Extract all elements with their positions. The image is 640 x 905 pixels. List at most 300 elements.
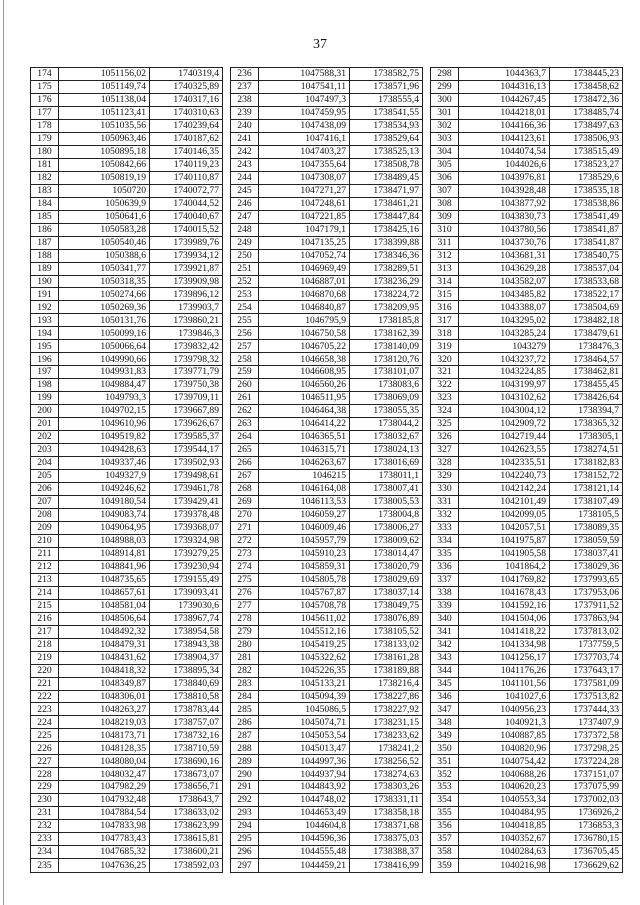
point-number-cell: 190 (31, 275, 59, 288)
y-coordinate-cell: 1740072,77 (150, 184, 223, 197)
x-coordinate-cell: 1040921,3 (459, 716, 550, 729)
x-coordinate-cell: 1042240,73 (459, 470, 550, 483)
y-coordinate-cell: 1738305,1 (550, 431, 623, 444)
y-coordinate-cell: 1737993,65 (550, 573, 623, 586)
y-coordinate-cell: 1738895,34 (150, 664, 223, 677)
x-coordinate-cell: 1044604,8 (259, 820, 350, 833)
y-coordinate-cell: 1738504,69 (550, 301, 623, 314)
x-coordinate-cell: 1042335,51 (459, 457, 550, 470)
coordinate-table-right (430, 67, 623, 873)
table-row (31, 158, 223, 171)
x-coordinate-cell: 1043485,82 (459, 288, 550, 301)
table-row (231, 664, 423, 677)
table-row (431, 833, 623, 846)
table-row (31, 768, 223, 781)
table-row (231, 288, 423, 301)
y-coordinate-cell: 1737151,07 (550, 768, 623, 781)
x-coordinate-cell: 1047783,43 (59, 833, 150, 846)
x-coordinate-cell: 1048080,04 (59, 755, 150, 768)
table-row (431, 262, 623, 275)
y-coordinate-cell: 1738943,38 (150, 638, 223, 651)
y-coordinate-cell: 1738037,14 (350, 586, 423, 599)
x-coordinate-cell: 1048349,87 (59, 677, 150, 690)
table-row (231, 197, 423, 210)
table-row (31, 781, 223, 794)
x-coordinate-cell: 1045419,25 (259, 638, 350, 651)
point-number-cell: 185 (31, 210, 59, 223)
x-coordinate-cell: 1043629,28 (459, 262, 550, 275)
y-coordinate-cell: 1738783,44 (150, 703, 223, 716)
table-row (231, 80, 423, 93)
table-row (431, 184, 623, 197)
table-row (31, 106, 223, 119)
x-coordinate-cell: 1045013,47 (259, 742, 350, 755)
x-coordinate-cell: 1048735,65 (59, 573, 150, 586)
y-coordinate-cell: 1738582,75 (350, 68, 423, 81)
table-row (431, 470, 623, 483)
y-coordinate-cell: 1737581,09 (550, 677, 623, 690)
table-row (31, 599, 223, 612)
x-coordinate-cell: 1049246,62 (59, 483, 150, 496)
table-row (231, 132, 423, 145)
x-coordinate-cell: 1043388,07 (459, 301, 550, 314)
point-number-cell: 194 (31, 327, 59, 340)
y-coordinate-cell: 1738904,37 (150, 651, 223, 664)
point-number-cell: 347 (431, 703, 459, 716)
y-coordinate-cell: 1738388,37 (350, 846, 423, 859)
y-coordinate-cell: 1738461,21 (350, 197, 423, 210)
y-coordinate-cell: 1739030,6 (150, 599, 223, 612)
point-number-cell: 258 (231, 353, 259, 366)
y-coordinate-cell: 1738032,67 (350, 431, 423, 444)
point-number-cell: 205 (31, 470, 59, 483)
table-row (431, 508, 623, 521)
x-coordinate-cell: 1049610,96 (59, 418, 150, 431)
x-coordinate-cell: 1040956,23 (459, 703, 550, 716)
y-coordinate-cell: 1737298,25 (550, 742, 623, 755)
table-row (231, 301, 423, 314)
x-coordinate-cell: 1046059,27 (259, 508, 350, 521)
point-number-cell: 291 (231, 781, 259, 794)
x-coordinate-cell: 1048128,35 (59, 742, 150, 755)
table-row (431, 145, 623, 158)
x-coordinate-cell: 1046560,26 (259, 379, 350, 392)
x-coordinate-cell: 1046969,49 (259, 262, 350, 275)
point-number-cell: 225 (31, 729, 59, 742)
table-row (431, 158, 623, 171)
point-number-cell: 227 (31, 755, 59, 768)
y-coordinate-cell: 1738541,49 (550, 210, 623, 223)
x-coordinate-cell: 1047685,32 (59, 846, 150, 859)
y-coordinate-cell: 1738365,32 (550, 418, 623, 431)
point-number-cell: 200 (31, 405, 59, 418)
point-number-cell: 310 (431, 223, 459, 236)
x-coordinate-cell: 1049327,9 (59, 470, 150, 483)
table-row (231, 379, 423, 392)
table-row (31, 184, 223, 197)
y-coordinate-cell: 1738121,14 (550, 483, 623, 496)
y-coordinate-cell: 1738161,28 (350, 651, 423, 664)
y-coordinate-cell: 1739989,76 (150, 236, 223, 249)
point-number-cell: 286 (231, 716, 259, 729)
point-number-cell: 263 (231, 418, 259, 431)
y-coordinate-cell: 1738236,29 (350, 275, 423, 288)
table-row (231, 508, 423, 521)
point-number-cell: 327 (431, 444, 459, 457)
x-coordinate-cell: 1047403,27 (259, 145, 350, 158)
point-number-cell: 298 (431, 68, 459, 81)
x-coordinate-cell: 1041334,98 (459, 638, 550, 651)
y-coordinate-cell: 1738541,55 (350, 106, 423, 119)
x-coordinate-cell: 1044166,36 (459, 119, 550, 132)
table-row (31, 716, 223, 729)
y-coordinate-cell: 1739461,78 (150, 483, 223, 496)
y-coordinate-cell: 1738024,13 (350, 444, 423, 457)
x-coordinate-cell: 1049180,54 (59, 495, 150, 508)
table-row (431, 625, 623, 638)
y-coordinate-cell: 1738555,4 (350, 93, 423, 106)
y-coordinate-cell: 1738076,89 (350, 612, 423, 625)
table-row (231, 742, 423, 755)
y-coordinate-cell: 1740239,64 (150, 119, 223, 132)
table-row (31, 93, 223, 106)
y-coordinate-cell: 1737075,99 (550, 781, 623, 794)
point-number-cell: 215 (31, 599, 59, 612)
y-coordinate-cell: 1740146,35 (150, 145, 223, 158)
x-coordinate-cell: 1045226,35 (259, 664, 350, 677)
x-coordinate-cell: 1041027,6 (459, 690, 550, 703)
point-number-cell: 296 (231, 846, 259, 859)
x-coordinate-cell: 1042909,72 (459, 418, 550, 431)
point-number-cell: 255 (231, 314, 259, 327)
table-row (431, 314, 623, 327)
point-number-cell: 240 (231, 119, 259, 132)
x-coordinate-cell: 1042057,51 (459, 521, 550, 534)
x-coordinate-cell: 1041864,2 (459, 560, 550, 573)
point-number-cell: 233 (31, 833, 59, 846)
x-coordinate-cell: 1051035,56 (59, 119, 150, 132)
table-row (31, 145, 223, 158)
y-coordinate-cell: 1738037,41 (550, 547, 623, 560)
x-coordinate-cell: 1040553,34 (459, 794, 550, 807)
point-number-cell: 193 (31, 314, 59, 327)
table-row (431, 690, 623, 703)
point-number-cell: 223 (31, 703, 59, 716)
table-row (31, 820, 223, 833)
x-coordinate-cell: 1049337,46 (59, 457, 150, 470)
table-row (31, 703, 223, 716)
table-row (431, 846, 623, 859)
table-row (431, 495, 623, 508)
y-coordinate-cell: 1737911,52 (550, 599, 623, 612)
point-number-cell: 174 (31, 68, 59, 81)
point-number-cell: 251 (231, 262, 259, 275)
point-number-cell: 179 (31, 132, 59, 145)
table-row (231, 638, 423, 651)
x-coordinate-cell: 1047271,27 (259, 184, 350, 197)
point-number-cell: 182 (31, 171, 59, 184)
point-number-cell: 196 (31, 353, 59, 366)
table-row (31, 288, 223, 301)
x-coordinate-cell: 1046870,68 (259, 288, 350, 301)
y-coordinate-cell: 1740119,23 (150, 158, 223, 171)
point-number-cell: 222 (31, 690, 59, 703)
table-row (431, 353, 623, 366)
point-number-cell: 350 (431, 742, 459, 755)
y-coordinate-cell: 1738472,36 (550, 93, 623, 106)
point-number-cell: 338 (431, 586, 459, 599)
point-number-cell: 186 (31, 223, 59, 236)
y-coordinate-cell: 1738541,87 (550, 223, 623, 236)
table-row (31, 80, 223, 93)
x-coordinate-cell: 1044997,36 (259, 755, 350, 768)
point-number-cell: 292 (231, 794, 259, 807)
y-coordinate-cell: 1738523,27 (550, 158, 623, 171)
table-row (31, 651, 223, 664)
table-row (31, 353, 223, 366)
y-coordinate-cell: 1738274,63 (350, 768, 423, 781)
x-coordinate-cell: 1047588,31 (259, 68, 350, 81)
table-row (431, 794, 623, 807)
x-coordinate-cell: 1046705,22 (259, 340, 350, 353)
point-number-cell: 285 (231, 703, 259, 716)
point-number-cell: 218 (31, 638, 59, 651)
coordinate-tables (30, 67, 623, 873)
table-row (431, 820, 623, 833)
x-coordinate-cell: 1046365,51 (259, 431, 350, 444)
point-number-cell: 281 (231, 651, 259, 664)
table-row (31, 521, 223, 534)
table-row (431, 599, 623, 612)
x-coordinate-cell: 1044459,21 (259, 859, 350, 873)
x-coordinate-cell: 1043237,72 (459, 353, 550, 366)
table-row (231, 716, 423, 729)
y-coordinate-cell: 1738515,49 (550, 145, 623, 158)
table-row (431, 68, 623, 81)
table-row (431, 327, 623, 340)
x-coordinate-cell: 1048988,03 (59, 534, 150, 547)
point-number-cell: 201 (31, 418, 59, 431)
y-coordinate-cell: 1738049,75 (350, 599, 423, 612)
x-coordinate-cell: 1043285,24 (459, 327, 550, 340)
table-row (31, 508, 223, 521)
table-row (31, 431, 223, 444)
point-number-cell: 260 (231, 379, 259, 392)
y-coordinate-cell: 1738471,97 (350, 184, 423, 197)
table-row (231, 353, 423, 366)
y-coordinate-cell: 1738044,2 (350, 418, 423, 431)
x-coordinate-cell: 1040352,67 (459, 833, 550, 846)
point-number-cell: 257 (231, 340, 259, 353)
point-number-cell: 175 (31, 80, 59, 93)
table-row (431, 249, 623, 262)
x-coordinate-cell: 1041975,87 (459, 534, 550, 547)
x-coordinate-cell: 1045611,02 (259, 612, 350, 625)
x-coordinate-cell: 1051123,41 (59, 106, 150, 119)
point-number-cell: 203 (31, 444, 59, 457)
table-row (431, 483, 623, 496)
point-number-cell: 239 (231, 106, 259, 119)
table-row (231, 392, 423, 405)
point-number-cell: 250 (231, 249, 259, 262)
point-number-cell: 209 (31, 521, 59, 534)
table-row (431, 379, 623, 392)
x-coordinate-cell: 1049884,47 (59, 379, 150, 392)
point-number-cell: 270 (231, 508, 259, 521)
x-coordinate-cell: 1043681,31 (459, 249, 550, 262)
x-coordinate-cell: 1049990,66 (59, 353, 150, 366)
point-number-cell: 331 (431, 495, 459, 508)
point-number-cell: 329 (431, 470, 459, 483)
point-number-cell: 275 (231, 573, 259, 586)
point-number-cell: 198 (31, 379, 59, 392)
point-number-cell: 341 (431, 625, 459, 638)
table-row (231, 236, 423, 249)
table-row (231, 794, 423, 807)
table-row (431, 210, 623, 223)
table-row (31, 755, 223, 768)
x-coordinate-cell: 1046464,38 (259, 405, 350, 418)
table-row (431, 366, 623, 379)
table-row (231, 158, 423, 171)
point-number-cell: 348 (431, 716, 459, 729)
x-coordinate-cell: 1044316,13 (459, 80, 550, 93)
point-number-cell: 238 (231, 93, 259, 106)
point-number-cell: 317 (431, 314, 459, 327)
x-coordinate-cell: 1048032,47 (59, 768, 150, 781)
point-number-cell: 246 (231, 197, 259, 210)
y-coordinate-cell: 1738227,86 (350, 690, 423, 703)
x-coordinate-cell: 1051149,74 (59, 80, 150, 93)
table-row (31, 223, 223, 236)
point-number-cell: 311 (431, 236, 459, 249)
y-coordinate-cell: 1740110,87 (150, 171, 223, 184)
x-coordinate-cell: 1050639,9 (59, 197, 150, 210)
table-row (431, 80, 623, 93)
point-number-cell: 356 (431, 820, 459, 833)
y-coordinate-cell: 1739860,21 (150, 314, 223, 327)
y-coordinate-cell: 1739498,61 (150, 470, 223, 483)
x-coordinate-cell: 1041176,26 (459, 664, 550, 677)
y-coordinate-cell: 1738006,27 (350, 521, 423, 534)
table-row (231, 547, 423, 560)
x-coordinate-cell: 1050963,46 (59, 132, 150, 145)
y-coordinate-cell: 1739709,11 (150, 392, 223, 405)
x-coordinate-cell: 1048492,32 (59, 625, 150, 638)
x-coordinate-cell: 1048306,01 (59, 690, 150, 703)
point-number-cell: 276 (231, 586, 259, 599)
x-coordinate-cell: 1048173,71 (59, 729, 150, 742)
point-number-cell: 324 (431, 405, 459, 418)
point-number-cell: 187 (31, 236, 59, 249)
y-coordinate-cell: 1738233,62 (350, 729, 423, 742)
x-coordinate-cell: 1041256,17 (459, 651, 550, 664)
point-number-cell: 289 (231, 755, 259, 768)
x-coordinate-cell: 1042142,24 (459, 483, 550, 496)
point-number-cell: 221 (31, 677, 59, 690)
table-row (31, 379, 223, 392)
y-coordinate-cell: 1738241,2 (350, 742, 423, 755)
coordinate-table-left (30, 67, 223, 873)
point-number-cell: 264 (231, 431, 259, 444)
table-row (31, 236, 223, 249)
y-coordinate-cell: 1737513,82 (550, 690, 623, 703)
x-coordinate-cell: 1051156,02 (59, 68, 150, 81)
point-number-cell: 241 (231, 132, 259, 145)
point-number-cell: 312 (431, 249, 459, 262)
x-coordinate-cell: 1045512,16 (259, 625, 350, 638)
x-coordinate-cell: 1043928,48 (459, 184, 550, 197)
point-number-cell: 332 (431, 508, 459, 521)
table-row (431, 573, 623, 586)
table-row (431, 547, 623, 560)
x-coordinate-cell: 1047438,09 (259, 119, 350, 132)
x-coordinate-cell: 1045910,23 (259, 547, 350, 560)
y-coordinate-cell: 1738954,58 (150, 625, 223, 638)
table-row (231, 495, 423, 508)
y-coordinate-cell: 1740015,52 (150, 223, 223, 236)
point-number-cell: 188 (31, 249, 59, 262)
y-coordinate-cell: 1736705,45 (550, 846, 623, 859)
y-coordinate-cell: 1740310,63 (150, 106, 223, 119)
y-coordinate-cell: 1739846,3 (150, 327, 223, 340)
x-coordinate-cell: 1047833,98 (59, 820, 150, 833)
table-row (31, 612, 223, 625)
y-coordinate-cell: 1738059,59 (550, 534, 623, 547)
point-number-cell: 207 (31, 495, 59, 508)
point-number-cell: 242 (231, 145, 259, 158)
y-coordinate-cell: 1739667,89 (150, 405, 223, 418)
point-number-cell: 219 (31, 651, 59, 664)
x-coordinate-cell: 1047052,74 (259, 249, 350, 262)
y-coordinate-cell: 1738069,09 (350, 392, 423, 405)
point-number-cell: 290 (231, 768, 259, 781)
table-row (431, 171, 623, 184)
y-coordinate-cell: 1738120,76 (350, 353, 423, 366)
y-coordinate-cell: 1738479,61 (550, 327, 623, 340)
table-row (31, 210, 223, 223)
y-coordinate-cell: 1739429,41 (150, 495, 223, 508)
table-row (31, 586, 223, 599)
table-row (231, 184, 423, 197)
y-coordinate-cell: 1738371,68 (350, 820, 423, 833)
x-coordinate-cell: 1044843,92 (259, 781, 350, 794)
y-coordinate-cell: 1738089,35 (550, 521, 623, 534)
table-row (231, 340, 423, 353)
table-row (231, 223, 423, 236)
table-row (431, 93, 623, 106)
table-row (231, 457, 423, 470)
y-coordinate-cell: 1738810,58 (150, 690, 223, 703)
y-coordinate-cell: 1738541,87 (550, 236, 623, 249)
table-row (431, 223, 623, 236)
y-coordinate-cell: 1737224,28 (550, 755, 623, 768)
y-coordinate-cell: 1738538,86 (550, 197, 623, 210)
y-coordinate-cell: 1738416,99 (350, 859, 423, 873)
point-number-cell: 216 (31, 612, 59, 625)
x-coordinate-cell: 1050341,77 (59, 262, 150, 275)
point-number-cell: 274 (231, 560, 259, 573)
y-coordinate-cell: 1737444,33 (550, 703, 623, 716)
y-coordinate-cell: 1739750,38 (150, 379, 223, 392)
table-row (231, 171, 423, 184)
y-coordinate-cell: 1738506,93 (550, 132, 623, 145)
point-number-cell: 224 (31, 716, 59, 729)
point-number-cell: 269 (231, 495, 259, 508)
point-number-cell: 357 (431, 833, 459, 846)
y-coordinate-cell: 1738331,11 (350, 794, 423, 807)
point-number-cell: 181 (31, 158, 59, 171)
